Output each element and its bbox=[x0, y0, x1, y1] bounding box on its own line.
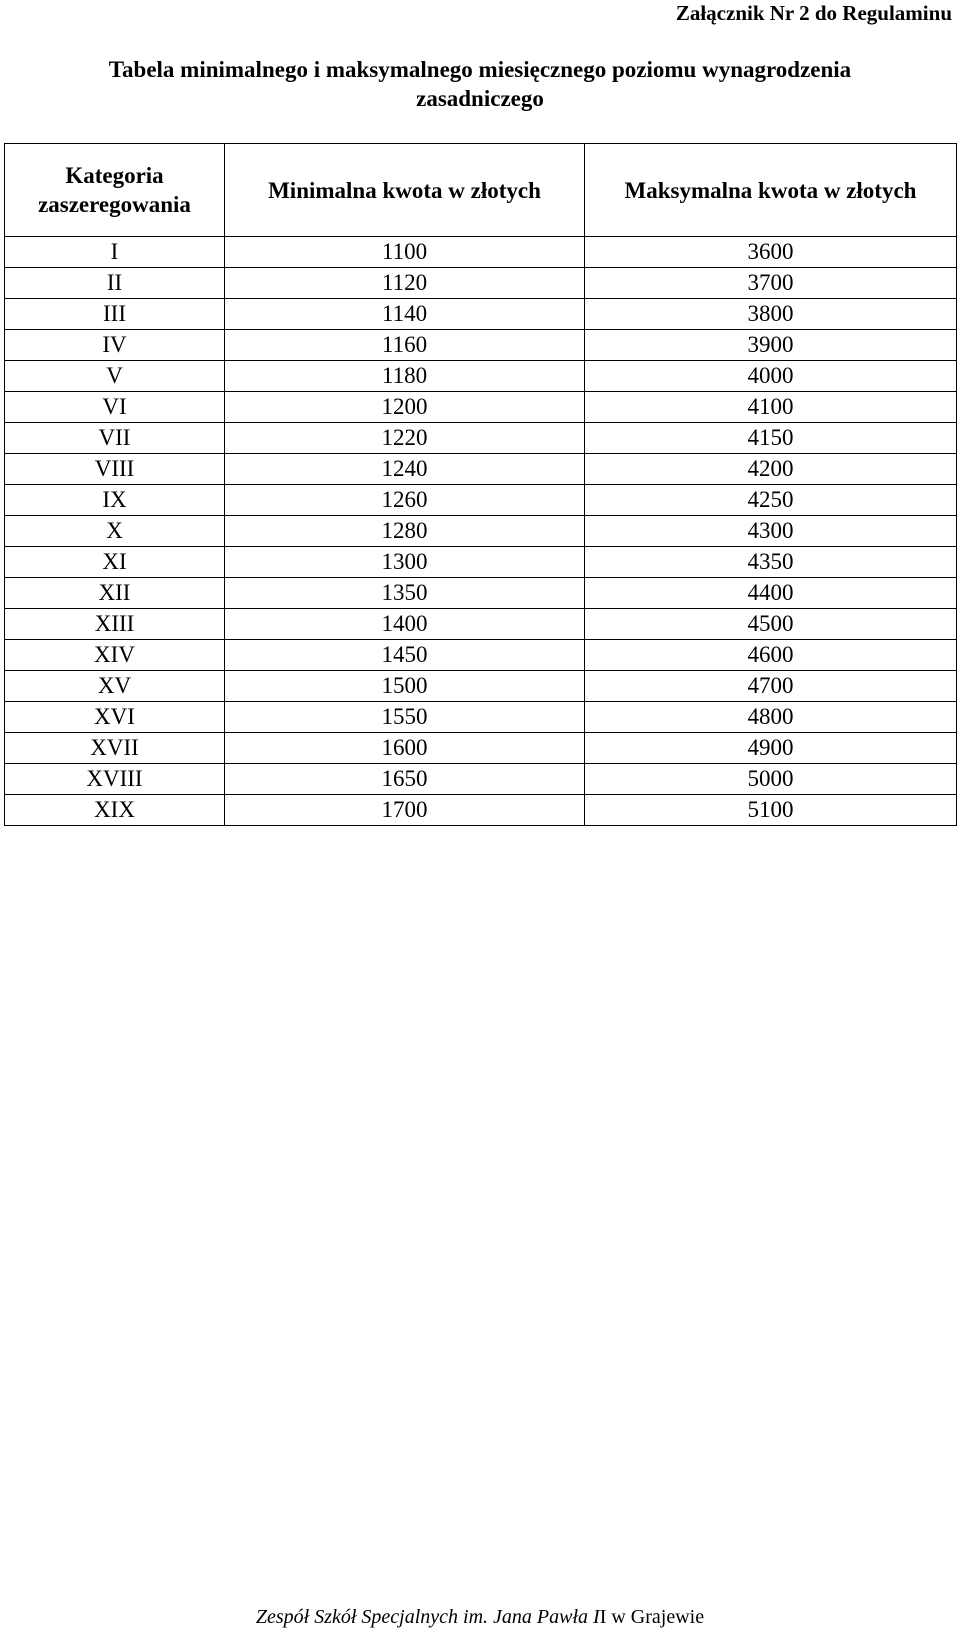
table-row bbox=[5, 330, 957, 361]
table-row bbox=[5, 299, 957, 330]
category-cell: XIX bbox=[5, 795, 225, 826]
max-amount-cell: 5100 bbox=[585, 795, 957, 826]
category-cell: IX bbox=[5, 485, 225, 516]
table-row bbox=[5, 702, 957, 733]
max-amount-cell: 4600 bbox=[585, 640, 957, 671]
header-category-line-1: Kategoria bbox=[65, 163, 164, 188]
category-cell: VII bbox=[5, 423, 225, 454]
table-header-row bbox=[5, 144, 957, 237]
min-amount-cell: 1260 bbox=[225, 485, 585, 516]
min-amount-cell: 1500 bbox=[225, 671, 585, 702]
table-row bbox=[5, 640, 957, 671]
salary-table bbox=[4, 143, 957, 826]
table-row bbox=[5, 454, 957, 485]
category-cell: XV bbox=[5, 671, 225, 702]
table-row bbox=[5, 237, 957, 268]
table-row bbox=[5, 423, 957, 454]
header-category-line-2: zaszeregowania bbox=[38, 192, 191, 217]
max-amount-cell: 5000 bbox=[585, 764, 957, 795]
max-amount-cell: 3600 bbox=[585, 237, 957, 268]
min-amount-cell: 1280 bbox=[225, 516, 585, 547]
max-amount-cell: 4900 bbox=[585, 733, 957, 764]
category-cell: XI bbox=[5, 547, 225, 578]
max-amount-cell: 3900 bbox=[585, 330, 957, 361]
table-row bbox=[5, 795, 957, 826]
max-amount-cell: 4100 bbox=[585, 392, 957, 423]
max-amount-cell: 4200 bbox=[585, 454, 957, 485]
category-cell: XIII bbox=[5, 609, 225, 640]
min-amount-cell: 1240 bbox=[225, 454, 585, 485]
footer bbox=[0, 1605, 960, 1629]
min-amount-cell: 1300 bbox=[225, 547, 585, 578]
max-amount-cell: 4800 bbox=[585, 702, 957, 733]
category-cell: IV bbox=[5, 330, 225, 361]
max-amount-cell: 4300 bbox=[585, 516, 957, 547]
category-cell: XII bbox=[5, 578, 225, 609]
max-amount-cell: 4400 bbox=[585, 578, 957, 609]
table-row bbox=[5, 392, 957, 423]
min-amount-cell: 1180 bbox=[225, 361, 585, 392]
min-amount-cell: 1400 bbox=[225, 609, 585, 640]
table-row bbox=[5, 268, 957, 299]
category-cell: XIV bbox=[5, 640, 225, 671]
table-row bbox=[5, 609, 957, 640]
table-row bbox=[5, 671, 957, 702]
header-min-amount: Minimalna kwota w złotych bbox=[225, 144, 585, 237]
category-cell: I bbox=[5, 237, 225, 268]
category-cell: XVI bbox=[5, 702, 225, 733]
footer-normal: I w Grajewie bbox=[599, 1606, 705, 1628]
min-amount-cell: 1350 bbox=[225, 578, 585, 609]
category-cell: II bbox=[5, 268, 225, 299]
min-amount-cell: 1120 bbox=[225, 268, 585, 299]
table-row bbox=[5, 547, 957, 578]
annex-label: Załącznik Nr 2 do Regulaminu bbox=[675, 1, 952, 25]
max-amount-cell: 4500 bbox=[585, 609, 957, 640]
category-cell: X bbox=[5, 516, 225, 547]
min-amount-cell: 1450 bbox=[225, 640, 585, 671]
header-max-amount: Maksymalna kwota w złotych bbox=[585, 144, 957, 237]
salary-table-body bbox=[5, 237, 957, 826]
category-cell: III bbox=[5, 299, 225, 330]
max-amount-cell: 3800 bbox=[585, 299, 957, 330]
min-amount-cell: 1100 bbox=[225, 237, 585, 268]
max-amount-cell: 4350 bbox=[585, 547, 957, 578]
max-amount-cell: 4700 bbox=[585, 671, 957, 702]
min-amount-cell: 1600 bbox=[225, 733, 585, 764]
document-title bbox=[0, 55, 960, 113]
category-cell: XVII bbox=[5, 733, 225, 764]
max-amount-cell: 4250 bbox=[585, 485, 957, 516]
min-amount-cell: 1550 bbox=[225, 702, 585, 733]
max-amount-cell: 4000 bbox=[585, 361, 957, 392]
table-row bbox=[5, 516, 957, 547]
min-amount-cell: 1650 bbox=[225, 764, 585, 795]
footer-italic: Zespół Szkół Specjalnych im. Jana Pawła I bbox=[255, 1606, 600, 1628]
category-cell: VIII bbox=[5, 454, 225, 485]
header-category bbox=[5, 144, 225, 237]
category-cell: VI bbox=[5, 392, 225, 423]
min-amount-cell: 1200 bbox=[225, 392, 585, 423]
document-title-line-1: Tabela minimalnego i maksymalnego miesięcznego poziomu wynagrodzenia bbox=[108, 57, 852, 82]
min-amount-cell: 1700 bbox=[225, 795, 585, 826]
min-amount-cell: 1160 bbox=[225, 330, 585, 361]
table-row bbox=[5, 764, 957, 795]
min-amount-cell: 1220 bbox=[225, 423, 585, 454]
table-row bbox=[5, 578, 957, 609]
document-title-line-2: zasadniczego bbox=[416, 86, 544, 111]
table-row bbox=[5, 733, 957, 764]
table-row bbox=[5, 485, 957, 516]
max-amount-cell: 3700 bbox=[585, 268, 957, 299]
category-cell: V bbox=[5, 361, 225, 392]
max-amount-cell: 4150 bbox=[585, 423, 957, 454]
table-row bbox=[5, 361, 957, 392]
min-amount-cell: 1140 bbox=[225, 299, 585, 330]
category-cell: XVIII bbox=[5, 764, 225, 795]
